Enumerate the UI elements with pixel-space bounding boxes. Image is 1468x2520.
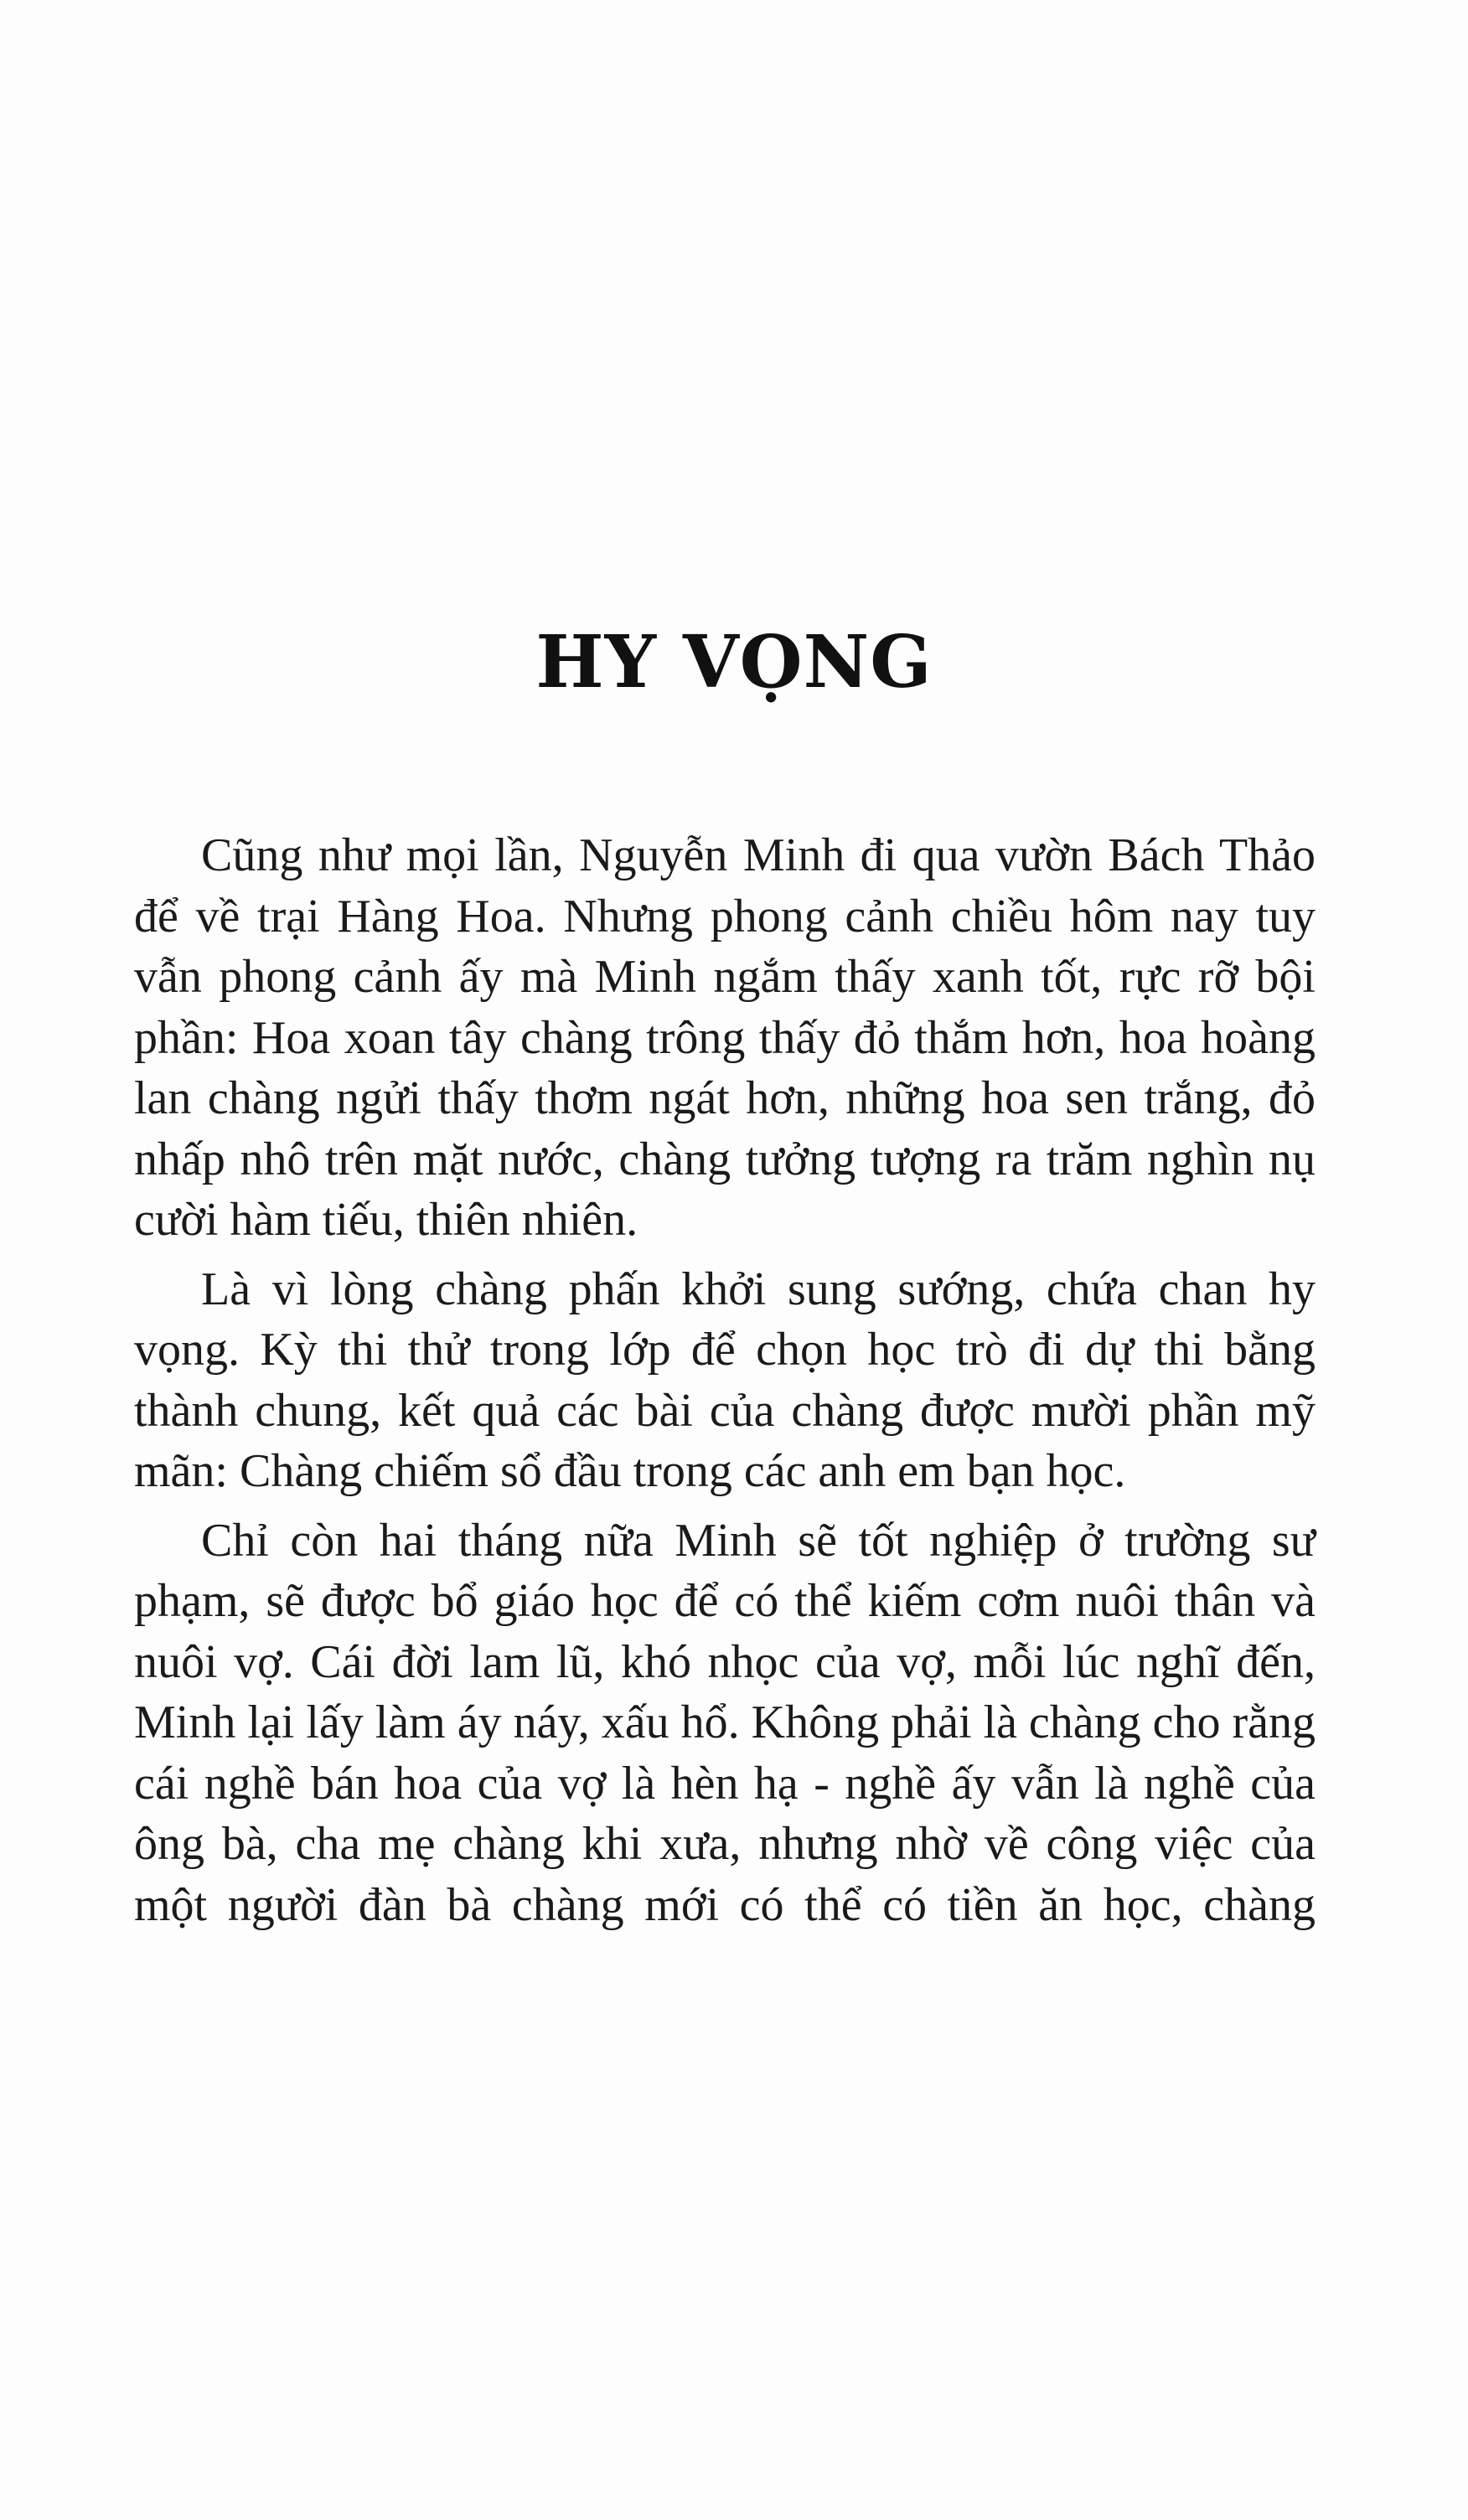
paragraph: Là vì lòng chàng phấn khởi sung sướng, chứa chan hy vọng. Kỳ thi thử trong lớp để chọn học trò đi dự thi bằng thành chung, kết quả các bài của chàng được mười phần mỹ mãn: Chàng chiếm sổ đầu trong các anh em bạn học. <box>134 1263 1316 1497</box>
paragraph: Cũng như mọi lần, Nguyễn Minh đi qua vườn Bách Thảo để về trại Hàng Hoa. Nhưng phong cảnh chiều hôm nay tuy vẫn phong cảnh ấy mà Minh ngắm thấy xanh tốt, rực rỡ bội phần: Hoa xoan tây chàng trông thấy đỏ thắm hơn, hoa hoàng lan chàng ngửi thấy thơm ngát hơn, những hoa sen trắng, đỏ nhấp nhô trên mặt nước, chàng tưởng tượng ra trăm nghìn nụ cười hàm tiếu, thiên nhiên. <box>134 829 1316 1246</box>
chapter-title: HY VỌNG <box>535 620 933 705</box>
chapter-body <box>134 825 1316 1944</box>
paragraph: Chỉ còn hai tháng nữa Minh sẽ tốt nghiệp ở trường sư phạm, sẽ được bổ giáo học để có thể kiếm cơm nuôi thân và nuôi vợ. Cái đời lam lũ, khó nhọc của vợ, mỗi lúc nghĩ đến, Minh lại lấy làm áy náy, xấu hổ. Không phải là chàng cho rằng cái nghề bán hoa của vợ là hèn hạ - nghề ấy vẫn là nghề của ông bà, cha mẹ chàng khi xưa, nhưng nhờ về công việc của một người đàn bà chàng mới có thể có tiền ăn học, chàng <box>134 1514 1316 1931</box>
